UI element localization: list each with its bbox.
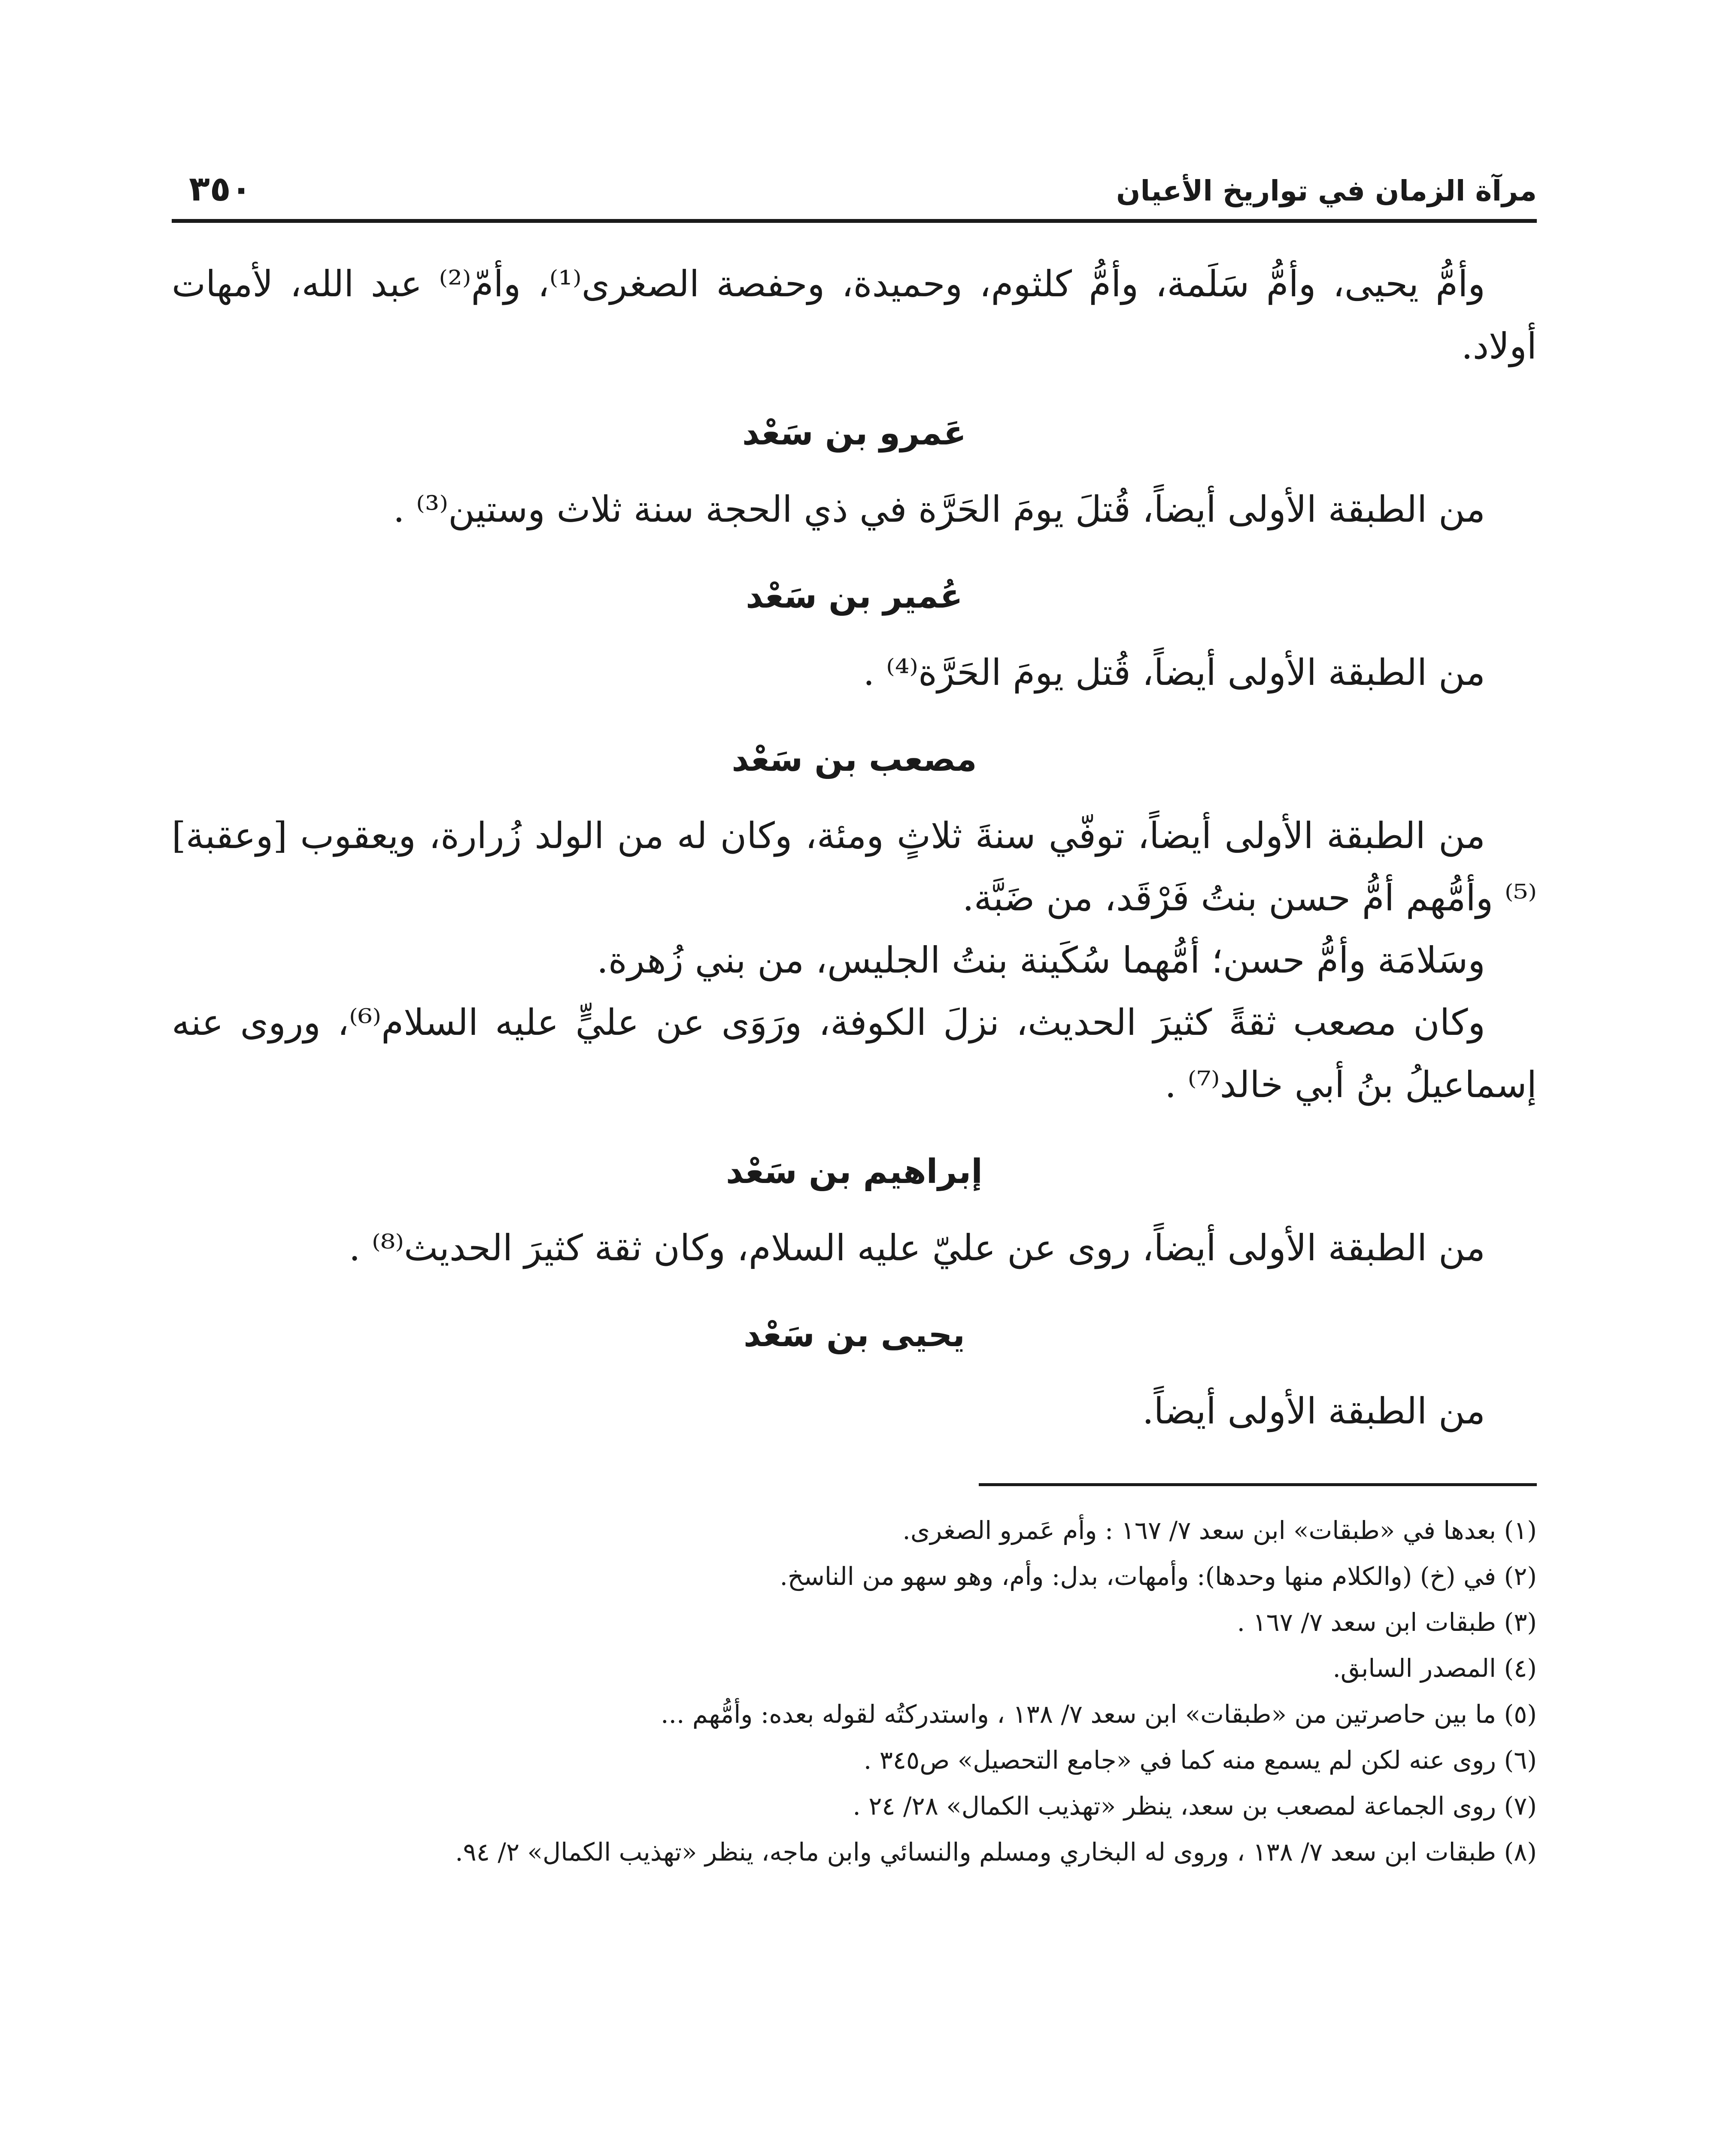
section-paragraph: من الطبقة الأولى أيضاً، توفّي سنةَ ثلاثٍ ومئة، وكان له من الولد زُرارة، ويعقوب [وعقبة]⁽⁵⁾ وأمُّهم أمُّ حسن بنتُ فَرْقَد، من ضَبَّة.: [172, 815, 1537, 919]
footnote-item: (٧) روى الجماعة لمصعب بن سعد، ينظر «تهذيب الكمال» ٢٨/ ٢٤ .: [853, 1791, 1537, 1821]
main-text: [172, 253, 1537, 1442]
footnote-item: (٨) طبقات ابن سعد ٧/ ١٣٨ ، وروى له البخاري ومسلم والنسائي وابن ماجه، ينظر «تهذيب الكمال» ٢/ ٩٤.: [455, 1837, 1537, 1867]
book-page: [172, 167, 1537, 2147]
section-paragraph: وكان مصعب ثقةً كثيرَ الحديث، نزلَ الكوفة، ورَوَى عن عليٍّ عليه السلام⁽⁶⁾، وروى عنه إسماعيلُ بنُ أبي خالد⁽⁷⁾ .: [172, 1001, 1537, 1106]
section-heading-ibrahim: إبراهيم بن سَعْد: [726, 1153, 983, 1191]
section-paragraph: من الطبقة الأولى أيضاً، روى عن عليّ عليه السلام، وكان ثقة كثيرَ الحديث⁽⁸⁾ .: [349, 1227, 1485, 1269]
footnote-item: (٤) المصدر السابق.: [1332, 1654, 1537, 1683]
book-title: مرآة الزمان في تواريخ الأعيان: [1116, 174, 1537, 207]
footnote-item: (١) بعدها في «طبقات» ابن سعد ٧/ ١٦٧ : وأم عَمرو الصغرى.: [902, 1516, 1537, 1545]
section-heading-musab: مصعب بن سَعْد: [731, 740, 977, 779]
section-paragraph: وسَلامَة وأمُّ حسن؛ أمُّهما سُكَينة بنتُ الجليس، من بني زُهرة.: [597, 939, 1485, 981]
section-heading-yahya: يحيى بن سَعْد: [744, 1316, 965, 1354]
page-number: ٣٥٠: [189, 169, 252, 209]
section-paragraph: من الطبقة الأولى أيضاً.: [1142, 1390, 1485, 1432]
section-paragraph: من الطبقة الأولى أيضاً، قُتلَ يومَ الحَرَّة في ذي الحجة سنة ثلاث وستين⁽³⁾ .: [393, 488, 1485, 530]
footnote-divider: [979, 1483, 1537, 1486]
section-heading-amr: عَمرو بن سَعْد: [742, 414, 967, 453]
running-header: [172, 167, 1537, 223]
footnote-item: (٦) روى عنه لكن لم يسمع منه كما في «جامع التحصيل» ص٣٤٥ .: [863, 1746, 1537, 1775]
footnote-item: (٢) في (خ) (والكلام منها وحدها): وأمهات، بدل: وأم، وهو سهو من الناسخ.: [780, 1562, 1537, 1591]
footnote-item: (٥) ما بين حاصرتين من «طبقات» ابن سعد ٧/ ١٣٨ ، واستدركتُه لقوله بعده: وأمُّهم ...: [661, 1700, 1537, 1729]
footnote-item: (٣) طبقات ابن سعد ٧/ ١٦٧ .: [1237, 1608, 1537, 1637]
section-heading-umair: عُمير بن سَعْد: [746, 577, 963, 616]
section-paragraph: من الطبقة الأولى أيضاً، قُتل يومَ الحَرَّة⁽⁴⁾ .: [863, 651, 1485, 693]
footnotes: [172, 1508, 1537, 1875]
intro-paragraph: وأمُّ يحيى، وأمُّ سَلَمة، وأمُّ كلثوم، وحميدة، وحفصة الصغرى⁽¹⁾، وأمّ⁽²⁾ عبد الله، لأمهات أولاد.: [172, 263, 1537, 367]
